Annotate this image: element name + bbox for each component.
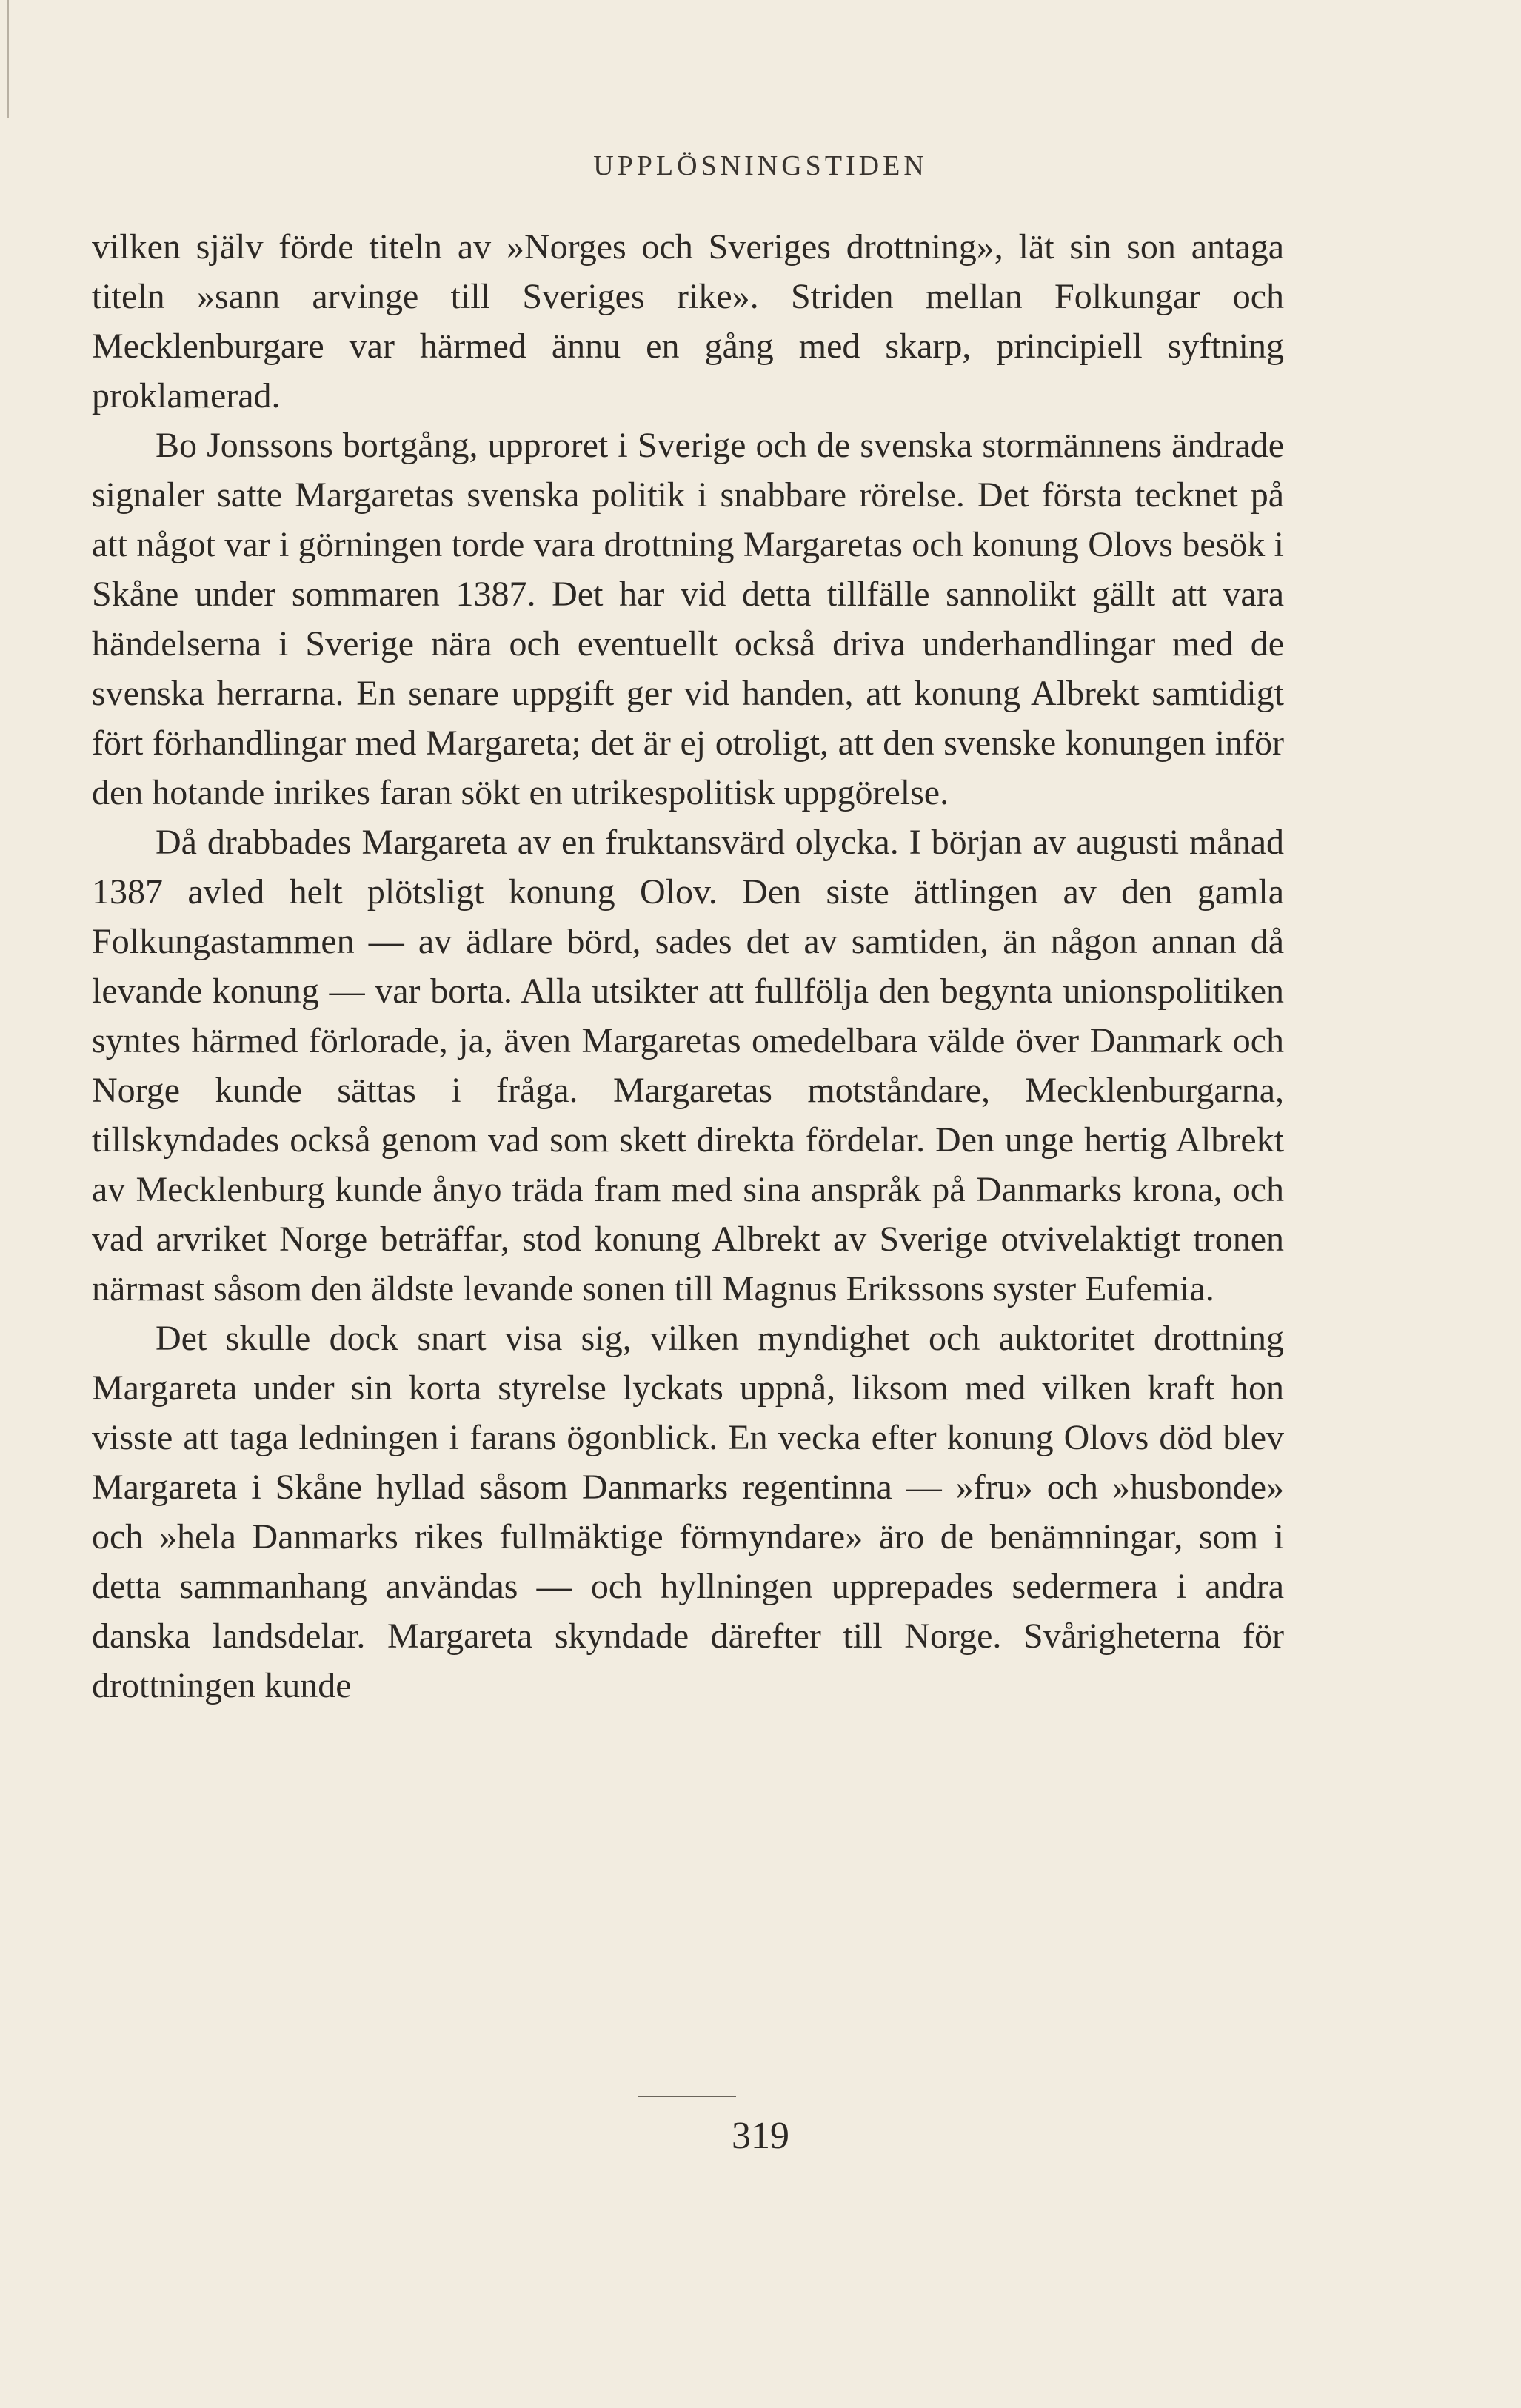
page-number: 319 [732,2115,789,2157]
paragraph-2: Bo Jonssons bortgång, upproret i Sverige och de svenska stormännens ändrade signaler satte Margaretas svenska politik i snabbare rörelse. Det första tecknet på att något var i görningen torde vara drottning Margaretas och konung Olovs besök i Skåne under sommaren 1387. Det har vid detta tillfälle sannolikt gällt att vara händelserna i Sverige nära och eventuellt också driva underhandlingar med de svenska herrarna. En senare uppgift ger vid handen, att konung Albrekt samtidigt fört förhandlingar med Margareta; det är ej otroligt, att den svenske konungen inför den hotande inrikes faran sökt en utrikespolitisk uppgörelse. [92,426,1284,812]
folio-rule [638,2096,736,2097]
running-head: UPPLÖSNINGSTIDEN [593,150,928,181]
page-edge-line [7,0,9,118]
paragraph-4: Det skulle dock snart visa sig, vilken myndighet och auktoritet drottning Margareta under sin korta styrelse lyckats uppnå, liksom med vilken kraft hon visste att taga ledningen i farans ögonblick. En vecka efter konung Olovs död blev Margareta i Skåne hyllad såsom Danmarks regentinna — »fru» och »husbonde» och »hela Danmarks rikes fullmäktige förmyndare» äro de benämningar, som i detta sammanhang användas — och hyllningen upprepades sedermera i andra danska landsdelar. Margareta skyndade därefter till Norge. Svårigheterna för drottningen kunde [92,1319,1284,1705]
body-text [92,222,1284,1710]
paragraph-1: vilken själv förde titeln av »Norges och Sveriges drottning», lät sin son antaga titeln »sann arvinge till Sveriges rike». Striden mellan Folkungar och Mecklenburgare var härmed ännu en gång med skarp, principiell syftning proklamerad. [92,227,1284,415]
paragraph-3: Då drabbades Margareta av en fruktansvärd olycka. I början av augusti månad 1387 avled helt plötsligt konung Olov. Den siste ättlingen av den gamla Folkungastammen — av ädlare börd, sades det av samtiden, än någon annan då levande konung — var borta. Alla utsikter att fullfölja den begynta unionspolitiken syntes härmed förlorade, ja, även Margaretas omedelbara välde över Danmark och Norge kunde sättas i fråga. Margaretas motståndare, Mecklenburgarna, tillskyndades också genom vad som skett direkta fördelar. Den unge hertig Albrekt av Mecklenburg kunde ånyo träda fram med sina anspråk på Danmarks krona, och vad arvriket Norge beträffar, stod konung Albrekt av Sverige otvivelaktigt tronen närmast såsom den äldste levande sonen till Magnus Erikssons syster Eufemia. [92,823,1284,1308]
